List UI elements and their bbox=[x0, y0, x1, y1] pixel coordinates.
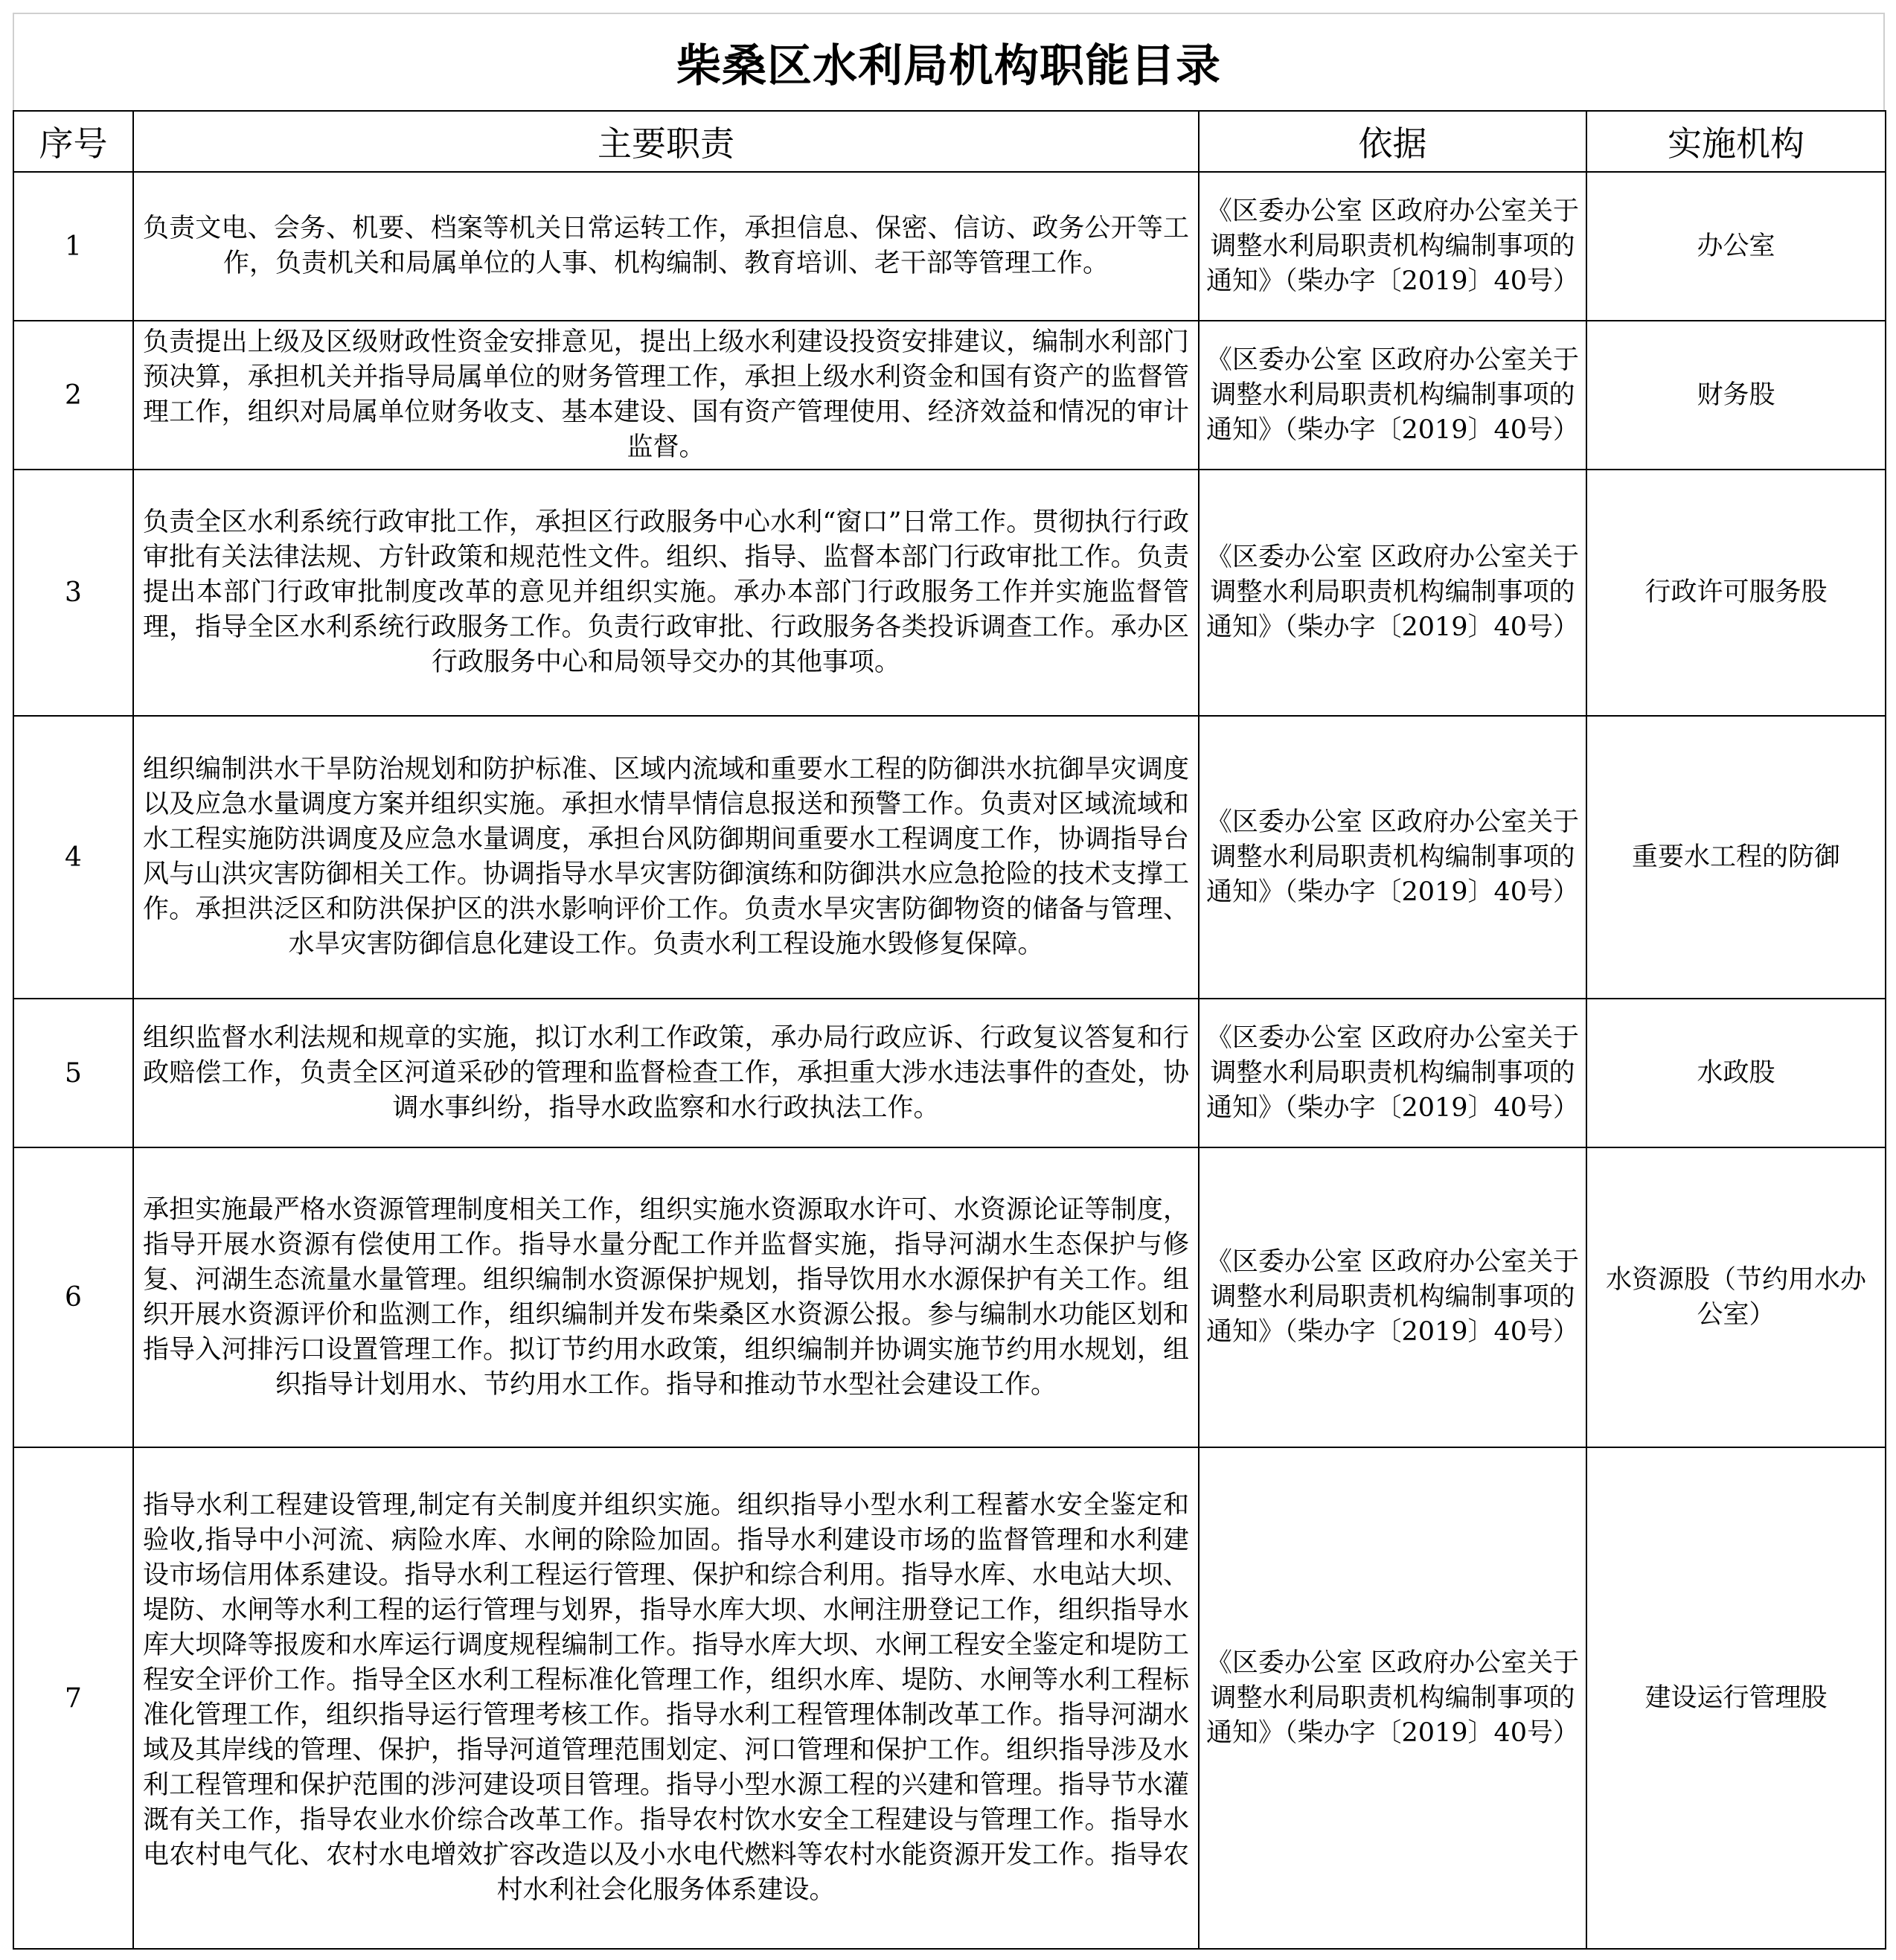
row-basis: 《区委办公室 区政府办公室关于调整水利局职责机构编制事项的通知》（柴办字〔2019〕40号） bbox=[1199, 172, 1586, 321]
header-index: 序号 bbox=[13, 111, 133, 172]
header-row bbox=[13, 111, 1886, 172]
row-index: 2 bbox=[13, 321, 133, 470]
row-index: 5 bbox=[13, 999, 133, 1147]
row-duties: 负责全区水利系统行政审批工作，承担区行政服务中心水利“窗口”日常工作。贯彻执行行政审批有关法律法规、方针政策和规范性文件。组织、指导、监督本部门行政审批工作。负责提出本部门行政审批制度改革的意见并组织实施。承办本部门行政服务工作并实施监督管理，指导全区水利系统行政服务工作。负责行政审批、行政服务各类投诉调查工作。承办区行政服务中心和局领导交办的其他事项。 bbox=[133, 470, 1199, 716]
title-box bbox=[13, 13, 1885, 110]
row-duties: 指导水利工程建设管理,制定有关制度并组织实施。组织指导小型水利工程蓄水安全鉴定和验收,指导中小河流、病险水库、水闸的除险加固。指导水利建设市场的监督管理和水利建设市场信用体系建设。指导水利工程运行管理、保护和综合利用。指导水库、水电站大坝、堤防、水闸等水利工程的运行管理与划界，指导水库大坝、水闸注册登记工作，组织指导水库大坝降等报废和水库运行调度规程编制工作。指导水库大坝、水闸工程安全鉴定和堤防工程安全评价工作。指导全区水利工程标准化管理工作，组织水库、堤防、水闸等水利工程标准化管理工作，组织指导运行管理考核工作。指导水利工程管理体制改革工作。指导河湖水域及其岸线的管理、保护，指导河道管理范围划定、河口管理和保护工作。组织指导涉及水利工程管理和保护范围的涉河建设项目管理。指导小型水源工程的兴建和管理。指导节水灌溉有关工作，指导农业水价综合改革工作。指导农村饮水安全工程建设与管理工作。指导水电农村电气化、农村水电增效扩容改造以及小水电代燃料等农村水能资源开发工作。指导农村水利社会化服务体系建设。 bbox=[133, 1447, 1199, 1949]
header-unit: 实施机构 bbox=[1586, 111, 1886, 172]
row-unit: 办公室 bbox=[1586, 172, 1886, 321]
table-row bbox=[13, 1447, 1886, 1949]
table-row bbox=[13, 999, 1886, 1147]
row-unit: 行政许可服务股 bbox=[1586, 470, 1886, 716]
row-basis: 《区委办公室 区政府办公室关于调整水利局职责机构编制事项的通知》（柴办字〔2019〕40号） bbox=[1199, 321, 1586, 470]
row-duties: 负责提出上级及区级财政性资金安排意见，提出上级水利建设投资安排建议，编制水利部门预决算，承担机关并指导局属单位的财务管理工作，承担上级水利资金和国有资产的监督管理工作，组织对局属单位财务收支、基本建设、国有资产管理使用、经济效益和情况的审计监督。 bbox=[133, 321, 1199, 470]
row-unit: 财务股 bbox=[1586, 321, 1886, 470]
row-index: 3 bbox=[13, 470, 133, 716]
function-catalog-sheet bbox=[13, 13, 1885, 1950]
header-duties: 主要职责 bbox=[133, 111, 1199, 172]
row-basis: 《区委办公室 区政府办公室关于调整水利局职责机构编制事项的通知》（柴办字〔2019〕40号） bbox=[1199, 1447, 1586, 1949]
page-title: 柴桑区水利局机构职能目录 bbox=[676, 39, 1221, 92]
row-basis: 《区委办公室 区政府办公室关于调整水利局职责机构编制事项的通知》（柴办字〔2019〕40号） bbox=[1199, 1147, 1586, 1447]
row-duties: 承担实施最严格水资源管理制度相关工作，组织实施水资源取水许可、水资源论证等制度，指导开展水资源有偿使用工作。指导水量分配工作并监督实施，指导河湖水生态保护与修复、河湖生态流量水量管理。组织编制水资源保护规划，指导饮用水水源保护有关工作。组织开展水资源评价和监测工作，组织编制并发布柴桑区水资源公报。参与编制水功能区划和指导入河排污口设置管理工作。拟订节约用水政策，组织编制并协调实施节约用水规划，组织指导计划用水、节约用水工作。指导和推动节水型社会建设工作。 bbox=[133, 1147, 1199, 1447]
row-index: 7 bbox=[13, 1447, 133, 1949]
table-row bbox=[13, 716, 1886, 999]
row-index: 4 bbox=[13, 716, 133, 999]
function-table bbox=[13, 110, 1886, 1950]
table-row bbox=[13, 172, 1886, 321]
header-basis: 依据 bbox=[1199, 111, 1586, 172]
row-unit: 水政股 bbox=[1586, 999, 1886, 1147]
row-basis: 《区委办公室 区政府办公室关于调整水利局职责机构编制事项的通知》（柴办字〔2019〕40号） bbox=[1199, 716, 1586, 999]
row-duties: 负责文电、会务、机要、档案等机关日常运转工作，承担信息、保密、信访、政务公开等工作，负责机关和局属单位的人事、机构编制、教育培训、老干部等管理工作。 bbox=[133, 172, 1199, 321]
table-row bbox=[13, 1147, 1886, 1447]
row-unit: 水资源股（节约用水办公室） bbox=[1586, 1147, 1886, 1447]
row-basis: 《区委办公室 区政府办公室关于调整水利局职责机构编制事项的通知》（柴办字〔2019〕40号） bbox=[1199, 470, 1586, 716]
row-duties: 组织编制洪水干旱防治规划和防护标准、区域内流域和重要水工程的防御洪水抗御旱灾调度以及应急水量调度方案并组织实施。承担水情旱情信息报送和预警工作。负责对区域流域和水工程实施防洪调度及应急水量调度，承担台风防御期间重要水工程调度工作，协调指导台风与山洪灾害防御相关工作。协调指导水旱灾害防御演练和防御洪水应急抢险的技术支撑工作。承担洪泛区和防洪保护区的洪水影响评价工作。负责水旱灾害防御物资的储备与管理、水旱灾害防御信息化建设工作。负责水利工程设施水毁修复保障。 bbox=[133, 716, 1199, 999]
row-index: 6 bbox=[13, 1147, 133, 1447]
row-unit: 重要水工程的防御 bbox=[1586, 716, 1886, 999]
table-row bbox=[13, 321, 1886, 470]
table-row bbox=[13, 470, 1886, 716]
row-basis: 《区委办公室 区政府办公室关于调整水利局职责机构编制事项的通知》（柴办字〔2019〕40号） bbox=[1199, 999, 1586, 1147]
row-duties: 组织监督水利法规和规章的实施，拟订水利工作政策，承办局行政应诉、行政复议答复和行政赔偿工作，负责全区河道采砂的管理和监督检查工作，承担重大涉水违法事件的查处，协调水事纠纷，指导水政监察和水行政执法工作。 bbox=[133, 999, 1199, 1147]
row-unit: 建设运行管理股 bbox=[1586, 1447, 1886, 1949]
row-index: 1 bbox=[13, 172, 133, 321]
